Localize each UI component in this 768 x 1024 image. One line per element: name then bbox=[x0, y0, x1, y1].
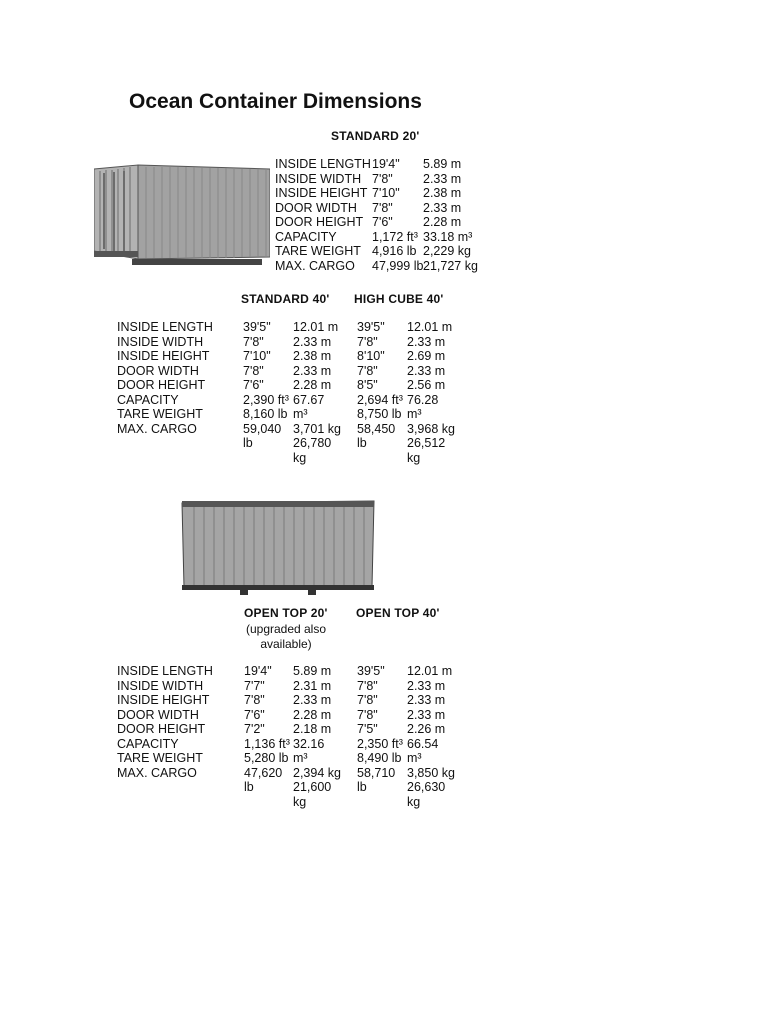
open-top-20-metric-column bbox=[293, 664, 348, 809]
table-cell: 7'6" bbox=[243, 378, 264, 392]
table-cell: 8'10" bbox=[357, 349, 385, 363]
table-cell: m³ bbox=[293, 407, 308, 421]
table-cell: 2.33 m bbox=[407, 678, 446, 693]
table-cell: 39'5" bbox=[357, 664, 385, 678]
open-top-20-heading: OPEN TOP 20' bbox=[244, 606, 328, 620]
open-top-20-imperial-column bbox=[244, 664, 292, 795]
table-cell: 7'8" bbox=[243, 334, 264, 349]
table-cell: 19'4" bbox=[244, 664, 272, 678]
table-cell: 76.28 bbox=[407, 392, 439, 407]
standard-40-metric-column bbox=[293, 320, 348, 465]
table-cell: 39'5" bbox=[357, 320, 385, 334]
table-cell: 3,850 kg bbox=[407, 765, 455, 780]
table-cell: 2.33 m bbox=[293, 363, 332, 378]
table-cell: 66.54 bbox=[407, 736, 439, 751]
table-cell: 2.26 m bbox=[407, 722, 446, 736]
row-label: INSIDE WIDTH bbox=[117, 678, 204, 693]
standard-40-heading: STANDARD 40' bbox=[241, 292, 330, 306]
table-40-labels bbox=[117, 320, 213, 436]
table-cell: 59,040 lb bbox=[243, 421, 282, 450]
table-cell: 2.33 m bbox=[407, 693, 446, 707]
high-cube-40-metric-column bbox=[407, 320, 462, 465]
table-cell: m³ bbox=[407, 407, 422, 421]
open-top-40-heading: OPEN TOP 40' bbox=[356, 606, 440, 620]
row-label: DOOR HEIGHT bbox=[117, 378, 206, 392]
page-title: Ocean Container Dimensions bbox=[129, 90, 422, 113]
open-top-40-imperial-column bbox=[357, 664, 405, 795]
table-cell: 39'5" bbox=[243, 320, 271, 334]
row-label: DOOR WIDTH bbox=[117, 707, 199, 722]
table-cell: 2.33 m bbox=[407, 707, 446, 722]
table-cell: 58,710 lb bbox=[357, 765, 396, 794]
row-label: MAX. CARGO bbox=[117, 421, 197, 436]
table-cell: 67.67 bbox=[293, 392, 325, 407]
table-cell: 2.33 m bbox=[407, 334, 446, 349]
table-cell: 2,350 ft³ bbox=[357, 736, 403, 751]
row-label: INSIDE HEIGHT bbox=[117, 693, 210, 707]
table-cell: 2.28 m bbox=[293, 378, 332, 392]
table-cell: 7'6" bbox=[244, 707, 265, 722]
table-cell: 2,394 kg bbox=[293, 765, 341, 780]
row-label: CAPACITY bbox=[117, 392, 179, 407]
open-top-40-metric-column bbox=[407, 664, 462, 809]
row-label: INSIDE LENGTH bbox=[117, 320, 213, 334]
table-cell: m³ bbox=[293, 751, 308, 765]
row-label: TARE WEIGHT bbox=[117, 407, 203, 421]
row-label: INSIDE HEIGHT bbox=[117, 349, 210, 363]
table-cell: 32.16 bbox=[293, 736, 325, 751]
table-cell: 7'7" bbox=[244, 678, 265, 693]
table-cell: 8,750 lb bbox=[357, 407, 402, 421]
table-cell: 7'5" bbox=[357, 722, 378, 736]
table-cell: 26,630 kg bbox=[407, 780, 446, 809]
table-cell: 8,490 lb bbox=[357, 751, 402, 765]
high-cube-40-heading: HIGH CUBE 40' bbox=[354, 292, 444, 306]
table-cell: 1,136 ft³ bbox=[244, 736, 290, 751]
table-cell: 58,450 lb bbox=[357, 421, 396, 450]
row-label: CAPACITY bbox=[117, 736, 179, 751]
table-cell: 7'8" bbox=[357, 707, 378, 722]
high-cube-40-imperial-column bbox=[357, 320, 405, 451]
row-label: DOOR HEIGHT bbox=[117, 722, 206, 736]
row-label: DOOR WIDTH bbox=[117, 363, 199, 378]
table-cell: 2.31 m bbox=[293, 678, 332, 693]
table-cell: 2.33 m bbox=[407, 363, 446, 378]
table-cell: 5.89 m bbox=[293, 664, 332, 678]
row-label: INSIDE WIDTH bbox=[117, 334, 204, 349]
table-cell: 2.28 m bbox=[293, 707, 332, 722]
table-cell: 12.01 m bbox=[407, 320, 453, 334]
table-cell: 5,280 lb bbox=[244, 751, 289, 765]
table-cell: 12.01 m bbox=[293, 320, 339, 334]
table-cell: 3,968 kg bbox=[407, 421, 455, 436]
table-cell: 26,780 kg bbox=[293, 436, 332, 465]
open-top-table-labels bbox=[117, 664, 213, 780]
standard-40-imperial-column bbox=[243, 320, 291, 451]
table-cell: 8'5" bbox=[357, 378, 378, 392]
table-cell: 2,390 ft³ bbox=[243, 392, 289, 407]
table-cell: 7'8" bbox=[357, 363, 378, 378]
table-cell: 3,701 kg bbox=[293, 421, 341, 436]
table-cell: 2.33 m bbox=[293, 693, 332, 707]
open-top-20-note: (upgraded also available) bbox=[245, 622, 327, 651]
table-cell: 7'10" bbox=[243, 349, 271, 363]
row-label: MAX. CARGO bbox=[117, 765, 197, 780]
table-cell: 2,694 ft³ bbox=[357, 392, 403, 407]
standard-20-table: INSIDE LENGTH 19'4" 5.89 m INSIDE WIDTH 7'8" 2.33 m INSIDE HEIGHT 7'10" 2.38 m DOOR WIDTH 7'8" 2.33 m DOOR HEIGHT 7'6" 2.28 m CAPACITY 1,172 ft³ 33.18 m³ TARE WEIGHT 4,916 lb 2,229 kg MAX. CARGO 47,999 lb 21,727 kg bbox=[275, 157, 478, 273]
standard-20-heading: STANDARD 20' bbox=[331, 129, 420, 143]
table-cell: 2.33 m bbox=[293, 334, 332, 349]
table-cell: 7'8" bbox=[357, 678, 378, 693]
table-cell: 7'8" bbox=[357, 334, 378, 349]
table-cell: m³ bbox=[407, 751, 422, 765]
standard-container-image bbox=[94, 163, 270, 271]
row-label: TARE WEIGHT bbox=[117, 751, 203, 765]
table-cell: 47,620 lb bbox=[244, 765, 283, 794]
table-cell: 2.38 m bbox=[293, 349, 332, 363]
table-cell: 7'8" bbox=[243, 363, 264, 378]
table-cell: 21,600 kg bbox=[293, 780, 332, 809]
table-cell: 7'2" bbox=[244, 722, 265, 736]
row-label: INSIDE LENGTH bbox=[117, 664, 213, 678]
table-cell: 26,512 kg bbox=[407, 436, 446, 465]
table-cell: 2.18 m bbox=[293, 722, 332, 736]
table-cell: 7'8" bbox=[357, 693, 378, 707]
open-top-container-image bbox=[180, 495, 376, 597]
table-cell: 12.01 m bbox=[407, 664, 453, 678]
table-cell: 2.56 m bbox=[407, 378, 446, 392]
table-cell: 8,160 lb bbox=[243, 407, 288, 421]
table-cell: 2.69 m bbox=[407, 349, 446, 363]
table-cell: 7'8" bbox=[244, 693, 265, 707]
